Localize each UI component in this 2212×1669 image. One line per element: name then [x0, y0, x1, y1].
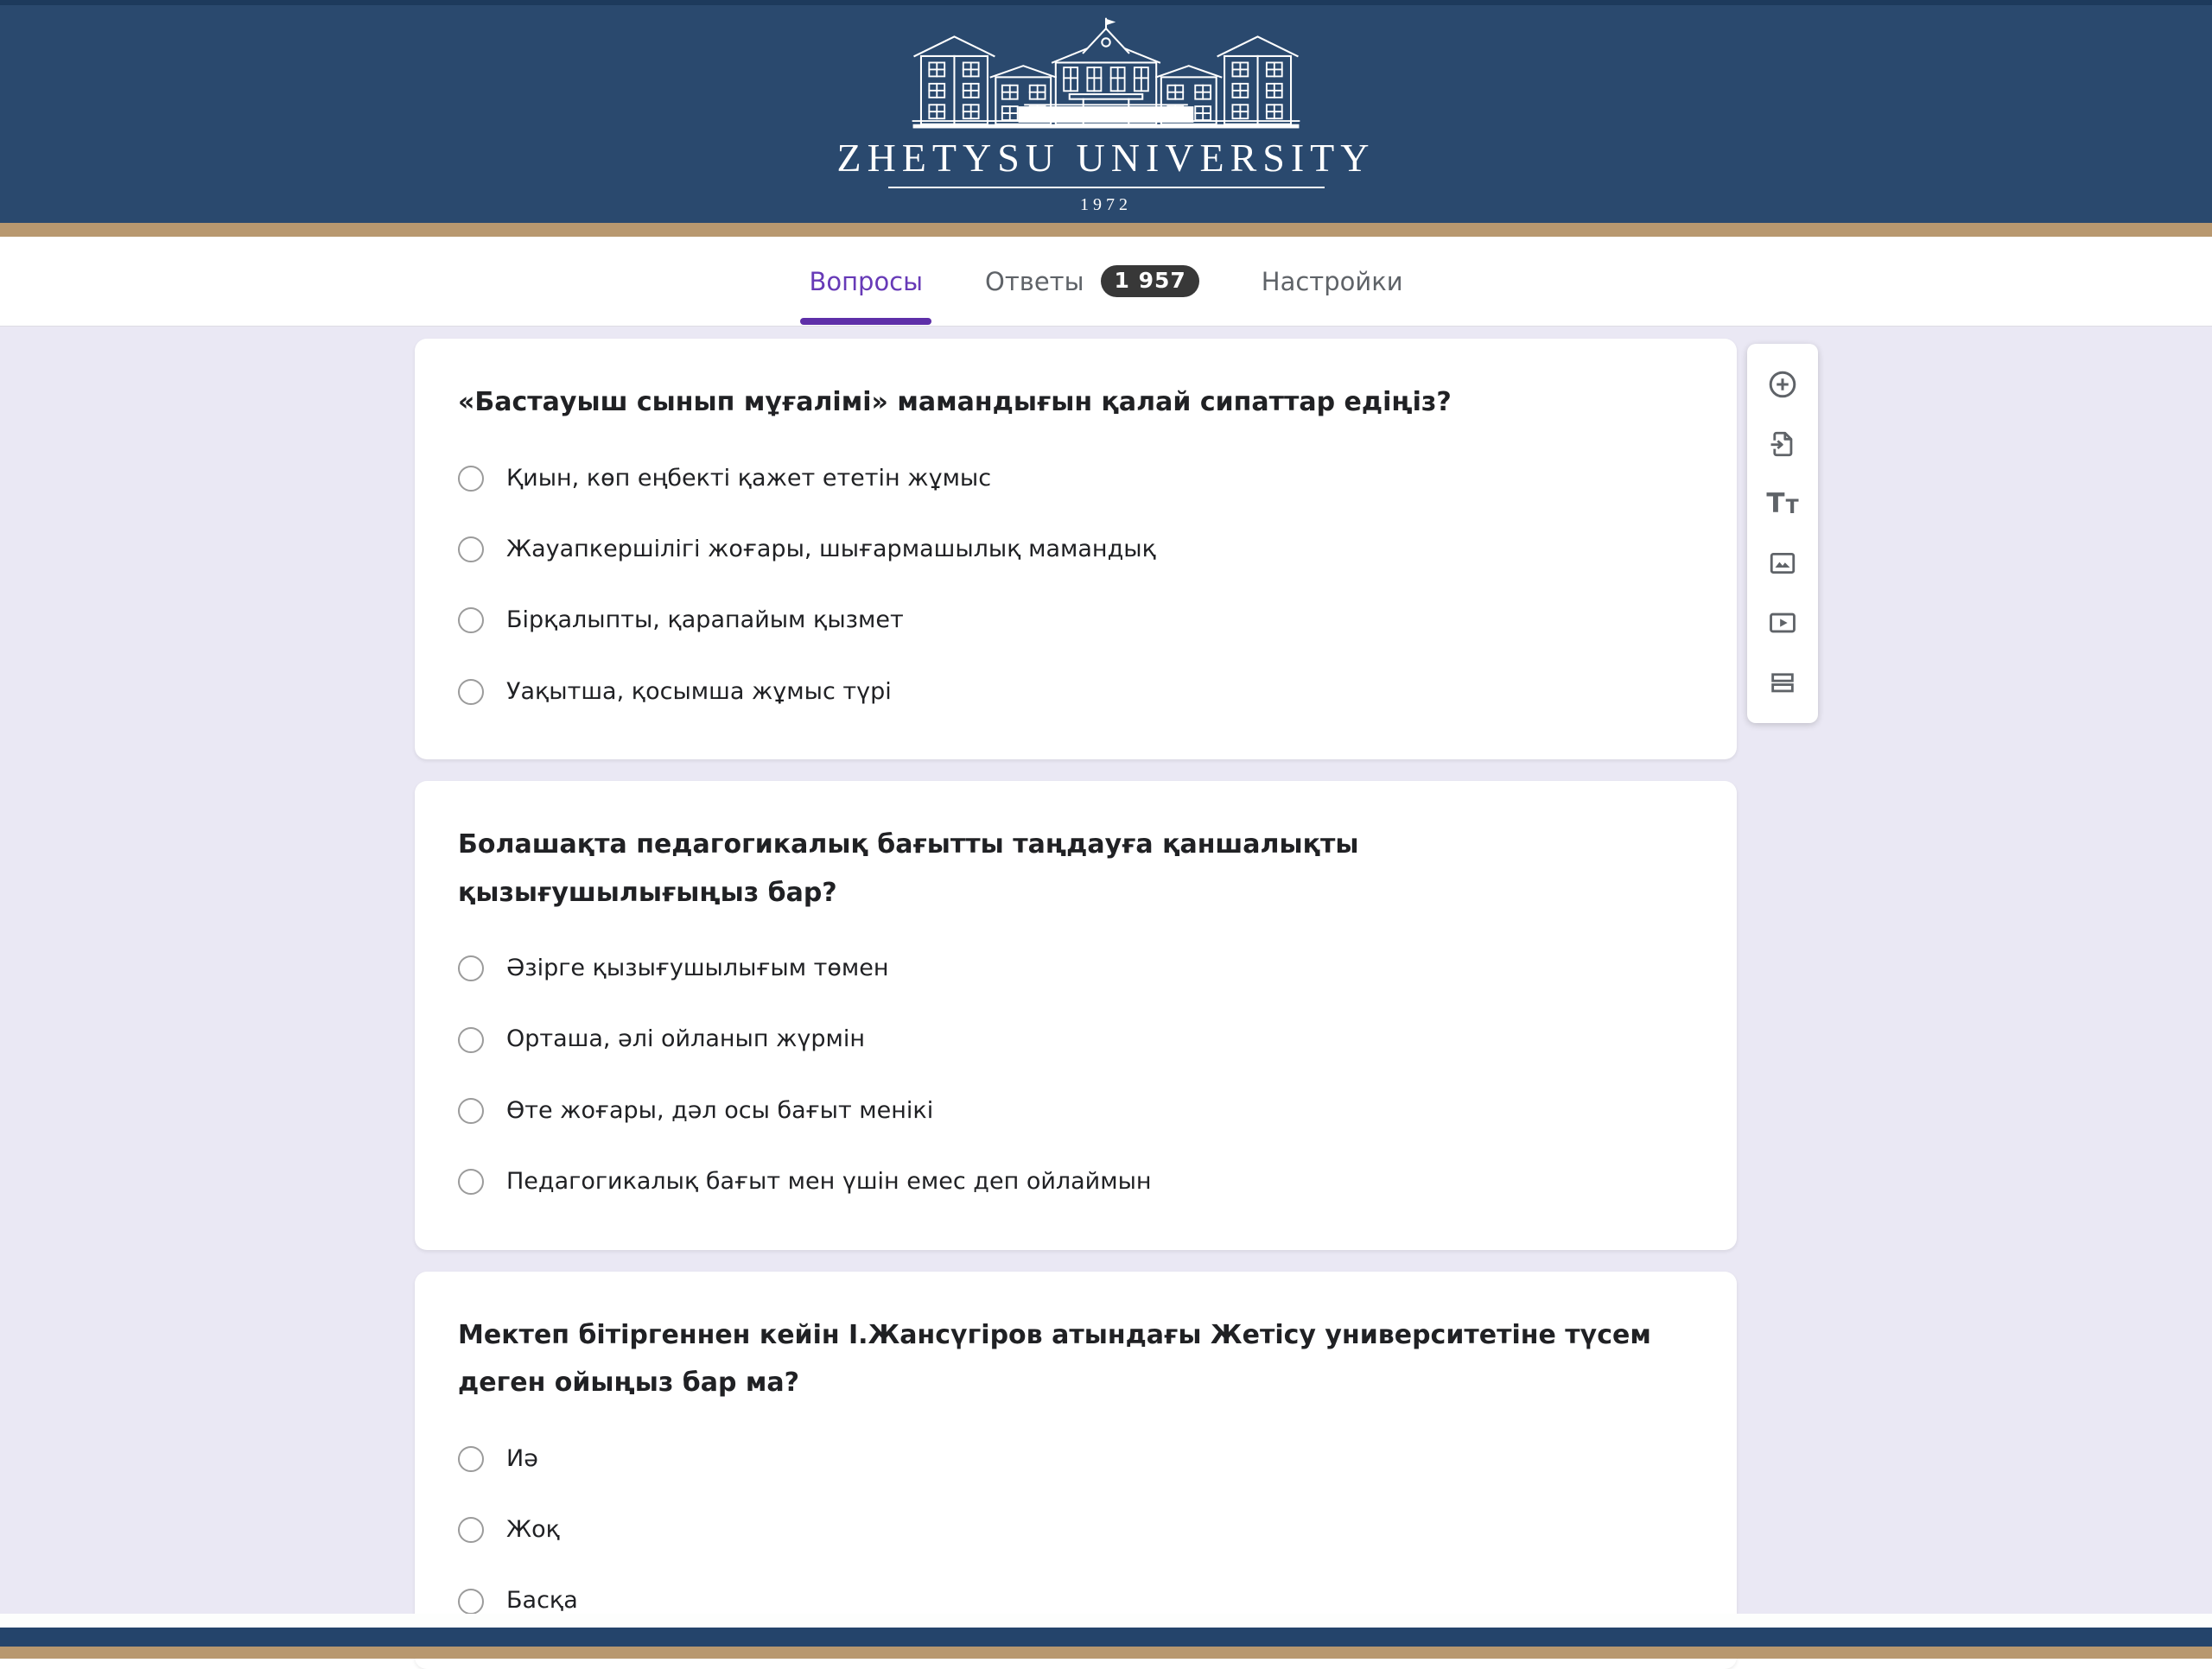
add-image-button[interactable] — [1766, 548, 1799, 579]
option-label[interactable]: Уақытша, қосымша жұмыс түрі — [506, 677, 892, 705]
radio-button-icon[interactable] — [458, 679, 484, 705]
option-label[interactable]: Қиын, көп еңбекті қажет ететін жұмыс — [506, 464, 992, 492]
add-question-icon — [1767, 369, 1798, 400]
question-card[interactable] — [415, 781, 1737, 1250]
add-title-text-icon: T T — [1766, 487, 1799, 519]
tab-questions-label: Вопросы — [809, 266, 924, 296]
radio-option[interactable] — [458, 1587, 1694, 1615]
option-label[interactable]: Бірқалыпты, қарапайым қызмет — [506, 606, 904, 634]
footer-navy-stripe — [0, 1628, 2212, 1647]
question-title[interactable]: «Бастауыш сынып мұғалімі» мамандығын қалай сипаттар едіңіз? — [458, 387, 1452, 417]
option-label[interactable]: Жоқ — [506, 1516, 560, 1544]
radio-option[interactable] — [458, 465, 1694, 492]
radio-button-icon[interactable] — [458, 466, 484, 492]
add-question-button[interactable] — [1766, 369, 1799, 400]
question-card[interactable] — [415, 1272, 1737, 1669]
radio-option[interactable] — [458, 1168, 1694, 1196]
university-header-banner — [0, 0, 2212, 223]
form-editor-canvas — [0, 327, 2212, 1614]
add-image-icon — [1768, 549, 1797, 578]
footer-tan-stripe — [0, 1647, 2212, 1659]
add-video-button[interactable] — [1766, 607, 1799, 638]
tab-answers[interactable] — [976, 237, 1208, 327]
radio-option[interactable] — [458, 955, 1694, 982]
radio-option[interactable] — [458, 536, 1694, 563]
university-name: ZHETYSU UNIVERSITY — [836, 136, 1376, 180]
options-list — [458, 465, 1694, 707]
university-founded-year: 1972 — [1080, 195, 1132, 214]
radio-option[interactable] — [458, 1097, 1694, 1125]
footer-white-stripe — [0, 1614, 2212, 1628]
question-title[interactable]: Болашақта педагогикалық бағытты таңдауға қаншалықты қызығушылығыңыз бар? — [458, 829, 1359, 908]
radio-option[interactable] — [458, 606, 1694, 634]
option-label[interactable]: Орташа, әлі ойланып жүрмін — [506, 1025, 866, 1053]
answers-count-badge: 1 957 — [1101, 265, 1198, 297]
active-tab-indicator — [800, 318, 931, 325]
tab-settings-label: Настройки — [1261, 266, 1403, 296]
radio-button-icon[interactable] — [458, 1027, 484, 1053]
question-cards-list — [415, 339, 1737, 1669]
radio-button-icon[interactable] — [458, 955, 484, 981]
add-section-button[interactable] — [1766, 667, 1799, 698]
option-label[interactable]: Жауапкершілігі жоғары, шығармашылық мамандық — [506, 535, 1156, 562]
add-section-icon — [1768, 668, 1797, 697]
option-label[interactable]: Өте жоғары, дәл осы бағыт менікі — [506, 1096, 934, 1124]
options-list — [458, 955, 1694, 1196]
radio-button-icon[interactable] — [458, 1169, 484, 1195]
option-label[interactable]: Әзірге қызығушылығым төмен — [506, 955, 889, 982]
radio-option[interactable] — [458, 1445, 1694, 1473]
import-questions-button[interactable] — [1766, 428, 1799, 460]
radio-button-icon[interactable] — [458, 1098, 484, 1124]
radio-button-icon[interactable] — [458, 1589, 484, 1615]
add-title-text-button[interactable] — [1766, 488, 1799, 519]
add-video-icon — [1768, 608, 1797, 638]
radio-option[interactable] — [458, 678, 1694, 706]
question-card[interactable] — [415, 339, 1737, 759]
header-tan-stripe — [0, 223, 2212, 237]
editor-floating-toolbar — [1747, 344, 1818, 723]
university-building-logo — [903, 16, 1309, 135]
question-title[interactable]: Мектеп бітіргеннен кейін І.Жансүгіров атындағы Жетісу университетіне түсем деген ойыңыз бар ма? — [458, 1319, 1651, 1399]
radio-button-icon[interactable] — [458, 536, 484, 562]
radio-button-icon[interactable] — [458, 1446, 484, 1472]
logo-divider-line — [888, 187, 1325, 188]
tab-answers-label: Ответы — [985, 266, 1084, 296]
import-questions-icon — [1768, 429, 1797, 459]
radio-button-icon[interactable] — [458, 607, 484, 633]
tab-questions[interactable] — [800, 237, 931, 327]
radio-option[interactable] — [458, 1025, 1694, 1053]
tab-settings[interactable] — [1253, 237, 1412, 327]
form-tabs-bar — [0, 237, 2212, 327]
option-label[interactable]: Басқа — [506, 1587, 578, 1615]
options-list — [458, 1445, 1694, 1615]
radio-option[interactable] — [458, 1516, 1694, 1544]
radio-button-icon[interactable] — [458, 1517, 484, 1543]
option-label[interactable]: Педагогикалық бағыт мен үшін емес деп ойлаймын — [506, 1168, 1152, 1196]
option-label[interactable]: Иә — [506, 1444, 538, 1472]
